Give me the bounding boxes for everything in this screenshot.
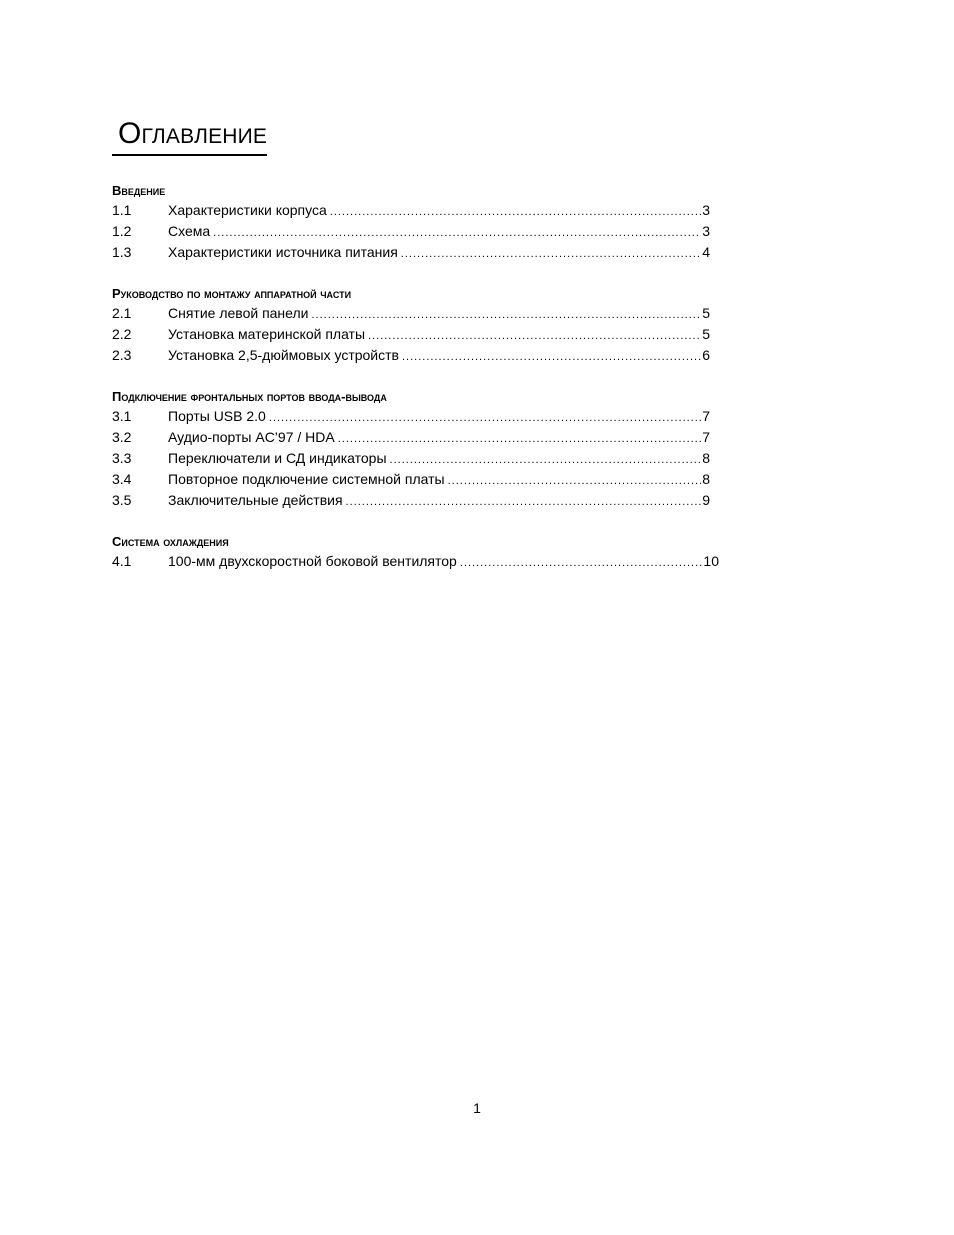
toc-section bbox=[112, 384, 722, 511]
entry-number: 1.3 bbox=[112, 244, 132, 260]
dot-leader bbox=[402, 347, 701, 368]
entry-title: Повторное подключение системной платы bbox=[168, 471, 445, 487]
entry-number: 3.3 bbox=[112, 450, 132, 466]
toc-entry[interactable] bbox=[112, 242, 710, 263]
entry-page: 5 bbox=[702, 326, 710, 342]
dot-leader bbox=[269, 408, 701, 429]
entry-title: Характеристики источника питания bbox=[168, 244, 398, 260]
dot-leader bbox=[368, 326, 701, 347]
entry-number: 3.5 bbox=[112, 492, 132, 508]
dot-leader bbox=[311, 305, 701, 326]
entry-page: 6 bbox=[702, 347, 710, 363]
entry-page: 3 bbox=[702, 202, 710, 218]
dot-leader bbox=[401, 244, 701, 265]
toc-entry[interactable] bbox=[112, 469, 710, 490]
entry-page: 4 bbox=[702, 244, 710, 260]
section-heading[interactable]: Руководство по монтажу аппаратной части bbox=[112, 286, 352, 301]
entry-page: 5 bbox=[702, 305, 710, 321]
entry-page: 8 bbox=[702, 450, 710, 466]
toc-entry[interactable] bbox=[112, 448, 710, 469]
entry-number: 2.2 bbox=[112, 326, 132, 342]
entry-number: 4.1 bbox=[112, 553, 132, 569]
toc-entry[interactable] bbox=[112, 200, 710, 221]
toc-entry[interactable] bbox=[112, 221, 710, 242]
toc-section bbox=[112, 281, 722, 366]
dot-leader bbox=[448, 471, 702, 492]
entry-title: Аудио-порты AC’97 / HDA bbox=[168, 429, 335, 445]
page-number: 1 bbox=[473, 1100, 481, 1116]
dot-leader bbox=[213, 223, 701, 244]
dot-leader bbox=[460, 553, 703, 574]
entry-title: Порты USB 2.0 bbox=[168, 408, 266, 424]
section-heading[interactable]: Подключение фронтальных портов ввода-вывода bbox=[112, 389, 387, 404]
entry-number: 3.2 bbox=[112, 429, 132, 445]
entry-title: Заключительные действия bbox=[168, 492, 343, 508]
entry-title: Характеристики корпуса bbox=[168, 202, 327, 218]
entry-page: 7 bbox=[702, 429, 710, 445]
dot-leader bbox=[330, 202, 701, 223]
section-heading[interactable]: Система охлаждения bbox=[112, 534, 229, 549]
entry-number: 3.1 bbox=[112, 408, 132, 424]
entry-page: 7 bbox=[702, 408, 710, 424]
toc-title: Оглавление bbox=[112, 114, 267, 156]
entry-page: 10 bbox=[703, 553, 719, 569]
toc-entry[interactable] bbox=[112, 303, 710, 324]
table-of-contents bbox=[112, 178, 722, 590]
toc-entry[interactable] bbox=[112, 490, 710, 511]
dot-leader bbox=[346, 492, 702, 513]
entry-number: 2.3 bbox=[112, 347, 132, 363]
toc-section bbox=[112, 178, 722, 263]
entry-number: 3.4 bbox=[112, 471, 132, 487]
entry-number: 2.1 bbox=[112, 305, 132, 321]
entry-page: 9 bbox=[702, 492, 710, 508]
entry-title: Установка материнской платы bbox=[168, 326, 366, 342]
toc-entry[interactable] bbox=[112, 551, 719, 572]
toc-entry[interactable] bbox=[112, 427, 710, 448]
entry-title: Снятие левой панели bbox=[168, 305, 309, 321]
entry-number: 1.2 bbox=[112, 223, 132, 239]
entry-title: Установка 2,5-дюймовых устройств bbox=[168, 347, 399, 363]
section-heading[interactable]: Введение bbox=[112, 183, 166, 198]
entry-title: Переключатели и СД индикаторы bbox=[168, 450, 387, 466]
entry-number: 1.1 bbox=[112, 202, 132, 218]
toc-entry[interactable] bbox=[112, 406, 710, 427]
dot-leader bbox=[338, 429, 701, 450]
entry-title: 100-мм двухскоростной боковой вентилятор bbox=[168, 553, 457, 569]
dot-leader bbox=[390, 450, 702, 471]
toc-section bbox=[112, 529, 722, 572]
toc-entry[interactable] bbox=[112, 345, 710, 366]
toc-entry[interactable] bbox=[112, 324, 710, 345]
entry-page: 8 bbox=[702, 471, 710, 487]
entry-title: Схема bbox=[168, 223, 211, 239]
entry-page: 3 bbox=[702, 223, 710, 239]
